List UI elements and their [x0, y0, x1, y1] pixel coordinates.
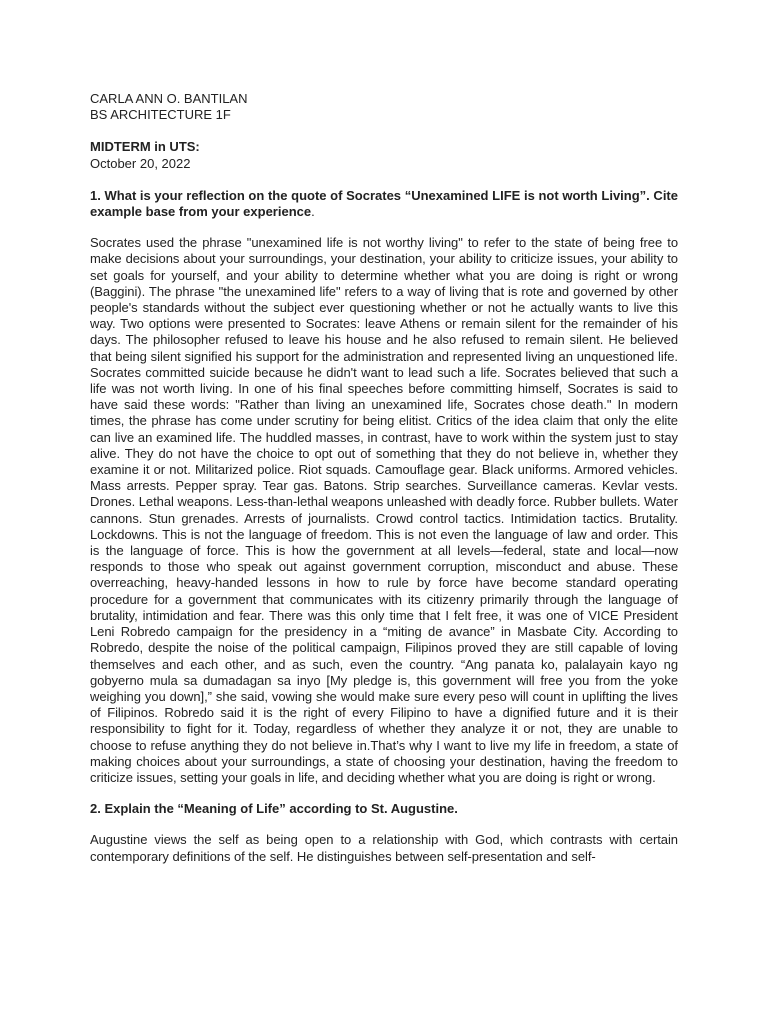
spacer — [90, 817, 678, 832]
student-course: BS ARCHITECTURE 1F — [90, 107, 231, 123]
spacer — [90, 786, 678, 801]
spacer — [90, 172, 678, 188]
question-1 — [90, 188, 678, 220]
answer-2: Augustine views the self as being open to a relationship with God, which contrasts with certain contemporary definitions of the self. He distinguishes between self-presentation and self- — [90, 832, 678, 864]
document-page — [90, 91, 678, 865]
question-1-text: 1. What is your reflection on the quote of Socrates “Unexamined LIFE is not worth Living”. Cite example base from your experience — [90, 187, 678, 220]
answer-1: Socrates used the phrase "unexamined life is not worthy living" to refer to the state of being free to make decisions about your surroundings, your destination, your ability to criticize issues, your ability to set goals for yourself, and your ability to determine whether what you are doing is right or wrong (Baggini). The phrase "the unexamined life" refers to a way of living that is rote and governed by other people's standards without the subject ever questioning whether or not he actually wants to live this way. Two options were presented to Socrates: leave Athens or remain silent for the remainder of his days. The philosopher refused to leave his house and he also refused to remain silent. He believed that being silent signified his support for the administration and represented living an unquestioned life. Socrates committed suicide because he didn't want to lead such a life. Socrates believed that such a life was not worth living. In one of his final speeches before committing himself, Socrates is said to have said these words: "Rather than living an unexamined life, Socrates chose death." In modern times, the phrase has come under scrutiny for being elitist. Critics of the idea claim that only the elite can live an examined life. The huddled masses, in contrast, have to work within the system just to stay alive. They do not have the choice to opt out of something that they do not believe in, whether they examine it or not. Militarized police. Riot squads. Camouflage gear. Black uniforms. Armored vehicles. Mass arrests. Pepper spray. Tear gas. Batons. Strip searches. Surveillance cameras. Kevlar vests. Drones. Lethal weapons. Less-than-lethal weapons unleashed with deadly force. Rubber bullets. Water cannons. Stun grenades. Arrests of journalists. Crowd control tactics. Intimidation tactics. Brutality. Lockdowns. This is not the language of freedom. This is not even the language of law and order. This is the language of force. This is how the government at all levels—federal, state and local—now responds to those who speak out against government corruption, misconduct and abuse. These overreaching, heavy-handed lessons in how to rule by force have become standard operating procedure for a government that communicates with its citizenry primarily through the language of brutality, intimidation and fear. There was this only time that I felt free, it was one of VICE President Leni Robredo campaign for the presidency in a “miting de avance” in Masbate City. According to Robredo, despite the noise of the political campaign, Filipinos proved they are still capable of loving themselves and each other, and as such, even the country. “Ang panata ko, palalayain kayo ng gobyerno mula sa dumadagan sa inyo [My pledge is, this government will free you from the yoke weighing you down],” she said, vowing she would make sure every peso will count in uplifting the lives of Filipinos. Robredo said it is the right of every Filipino to have a dignified future and it is their responsibility to fight for it. Today, regardless of whether they analyze it or not, they are unable to choose to refuse anything they do not believe in.That’s why I want to live my life in freedom, a state of making choices about your surroundings, a state of choosing your destination, having the freedom to criticize issues, setting your goals in life, and deciding whether what you are doing is right or wrong. — [90, 235, 678, 785]
exam-date: October 20, 2022 — [90, 155, 191, 171]
spacer — [90, 123, 678, 139]
spacer — [90, 220, 678, 235]
student-name: CARLA ANN O. BANTILAN — [90, 91, 248, 106]
question-1-period: . — [311, 204, 315, 220]
question-2: 2. Explain the “Meaning of Life” according to St. Augustine. — [90, 801, 458, 817]
exam-title: MIDTERM in UTS: — [90, 139, 200, 155]
